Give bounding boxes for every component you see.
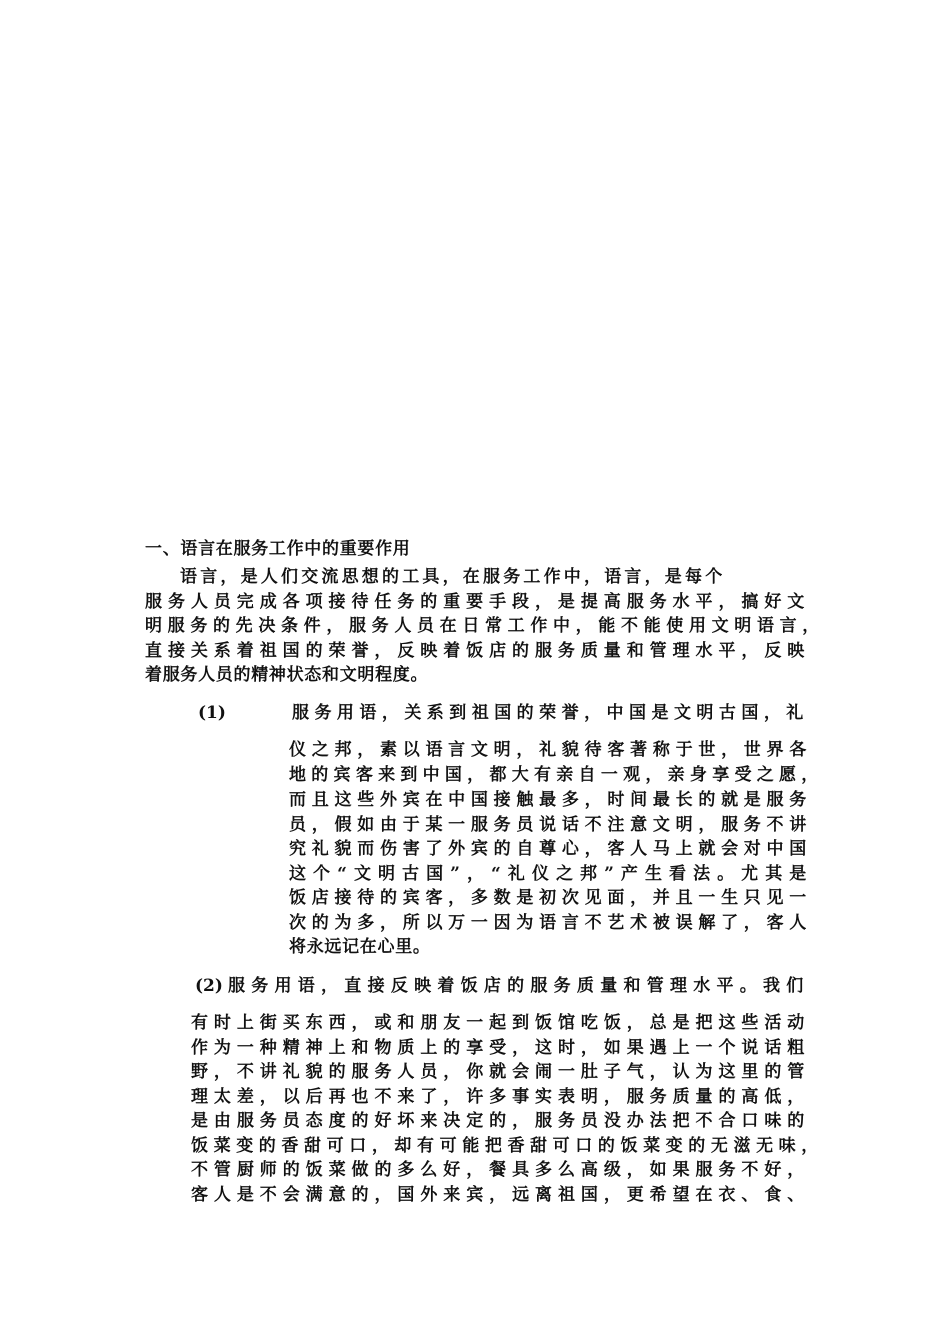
point-number: (1) <box>198 703 226 723</box>
paragraph-line: 饭店接待的宾客，多数是初次见面，并且一生只见一 <box>289 888 807 908</box>
paragraph-line: 野，不讲礼貌的服务人员，你就会闹一肚子气，认为这里的管 <box>191 1062 805 1082</box>
paragraph-line: 次的为多，所以万一因为语言不艺术被误解了，客人 <box>289 913 807 933</box>
paragraph-line: 仪之邦，素以语言文明，礼貌待客著称于世，世界各 <box>289 740 807 760</box>
paragraph-line: 直接关系着祖国的荣誉，反映着饭店的服务质量和管理水平，反映 <box>145 641 805 661</box>
paragraph-line: 将永远记在心里。 <box>289 937 431 957</box>
paragraph-line: 地的宾客来到中国，都大有亲自一观，亲身享受之愿， <box>289 765 819 785</box>
point-first-line: 服务用语，直接反映着饭店的服务质量和管理水平。我们 <box>228 976 804 996</box>
section-heading: 一、语言在服务工作中的重要作用 <box>145 539 411 559</box>
paragraph-line: 这个“文明古国”，“礼仪之邦”产生看法。尤其是 <box>289 864 807 884</box>
paragraph-line: 是由服务员态度的好坏来决定的，服务员没办法把不合口味的 <box>191 1111 805 1131</box>
paragraph-line: 究礼貌而伤害了外宾的自尊心，客人马上就会对中国 <box>289 839 807 859</box>
paragraph-line: 理太差，以后再也不来了，许多事实表明，服务质量的高低， <box>191 1087 805 1107</box>
paragraph-line: 客人是不会满意的，国外来宾，远离祖国，更希望在衣、食、 <box>191 1185 805 1205</box>
paragraph-line: 不管厨师的饭菜做的多么好，餐具多么高级，如果服务不好， <box>191 1160 805 1180</box>
paragraph-line: 有时上街买东西，或和朋友一起到饭馆吃饭，总是把这些活动 <box>191 1013 805 1033</box>
paragraph-line: 员，假如由于某一服务员说话不注意文明，服务不讲 <box>289 815 807 835</box>
paragraph-line: 饭菜变的香甜可口，却有可能把香甜可口的饭菜变的无滋无味， <box>191 1136 819 1156</box>
point-number: (2) <box>195 976 223 996</box>
paragraph-line: 明服务的先决条件，服务人员在日常工作中，能不能使用文明语言， <box>145 616 820 636</box>
point-first-line: 服务用语，关系到祖国的荣誉，中国是文明古国，礼 <box>292 703 804 723</box>
paragraph-line: 着服务人员的精神状态和文明程度。 <box>145 665 429 685</box>
paragraph-line: 作为一种精神上和物质上的享受，这时，如果遇上一个说话粗 <box>191 1038 805 1058</box>
paragraph-line: 语言，是人们交流思想的工具，在服务工作中，语言，是每个 <box>180 567 726 587</box>
paragraph-line: 而且这些外宾在中国接触最多，时间最长的就是服务 <box>289 790 807 810</box>
paragraph-line: 服务人员完成各项接待任务的重要手段，是提高服务水平，搞好文 <box>145 592 805 612</box>
